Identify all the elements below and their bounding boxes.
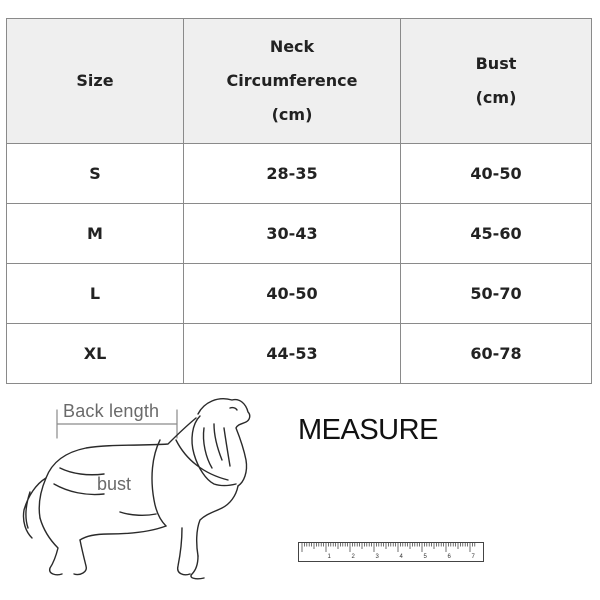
cell-bust: 40-50 [401, 144, 592, 204]
bust-label: bust [97, 474, 132, 494]
header-neck-line-2: Circumference [226, 71, 358, 90]
ruler-number: 6 [447, 554, 451, 560]
dog-chest [197, 486, 238, 556]
cell-bust: 60-78 [401, 324, 592, 384]
header-bust [401, 19, 592, 144]
header-neck-line-1: Neck [269, 37, 315, 56]
dog-rear-leg [40, 518, 86, 575]
cell-size: L [7, 264, 184, 324]
back-length-label: Back length [63, 401, 160, 421]
cell-bust: 45-60 [401, 204, 592, 264]
cell-bust: 50-70 [401, 264, 592, 324]
dog-ear-fur [203, 424, 230, 468]
dog-front-leg [178, 528, 204, 579]
dog-back [39, 418, 196, 518]
bust-measure-line [152, 440, 166, 526]
dog-eye [230, 408, 237, 410]
table-row [7, 324, 592, 384]
cell-size: XL [7, 324, 184, 384]
header-neck-circumference [184, 19, 401, 144]
header-neck-line-3: (cm) [271, 105, 313, 124]
size-chart-table [6, 18, 592, 384]
ruler-number: 4 [399, 554, 403, 560]
ruler-number: 7 [471, 554, 475, 560]
table-row [7, 264, 592, 324]
cell-neck: 40-50 [184, 264, 401, 324]
ruler-illustration [298, 540, 484, 564]
measure-title: MEASURE [298, 414, 438, 446]
table-row [7, 204, 592, 264]
header-bust-line-1: Bust [475, 54, 517, 73]
cell-neck: 28-35 [184, 144, 401, 204]
table-row [7, 144, 592, 204]
cell-neck: 44-53 [184, 324, 401, 384]
dog-head [198, 399, 250, 486]
header-size-label: Size [76, 71, 114, 90]
ruler-number: 5 [423, 554, 427, 560]
header-bust-line-2: (cm) [475, 88, 517, 107]
dog-belly [80, 526, 166, 540]
ruler-number: 3 [375, 554, 379, 560]
ruler-number: 1 [327, 554, 331, 560]
table-header-row [7, 19, 592, 144]
neck-measure-line [176, 440, 228, 480]
header-size [7, 19, 184, 144]
cell-size: M [7, 204, 184, 264]
cell-size: S [7, 144, 184, 204]
cell-neck: 30-43 [184, 204, 401, 264]
ruler-number: 2 [351, 554, 355, 560]
